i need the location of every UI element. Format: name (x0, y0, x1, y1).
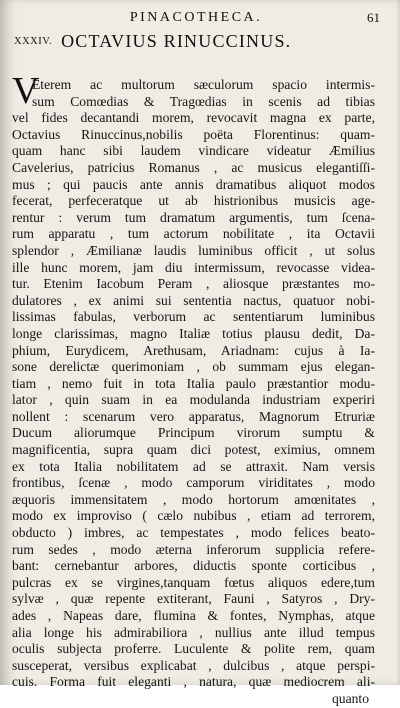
page-number: 61 (367, 10, 380, 25)
text-line: oculis subjecta proferre. Luculente & polite rem, quam (12, 641, 375, 657)
text-line: rum apparatu , tum actorum nobilitate , ita Octavii (12, 226, 375, 242)
text-line: alia longe his admirabiliora , nullius ante illud tempus (12, 624, 375, 640)
text-line: Octavius Rinuccinus,nobilis poëta Florentinus: quam- (12, 126, 375, 142)
text-line: sum Comœdias & Tragœdias in scenis ad tibias (32, 93, 375, 109)
text-line: Ducum aliorumque Principum virorum sumptu & (12, 425, 375, 441)
text-line: ades , Napeas dare, flumina & fontes, Nymphas, atque (12, 608, 375, 623)
body-text (12, 70, 375, 708)
text-line: bant: cernebantur arbores, diductis sponte corticibus , (12, 558, 375, 574)
text-line: frontibus, ſcenæ , modo camporum viriditates , modo (12, 475, 375, 491)
text-line: Eterem ac multorum sæculorum spacio intermis- (32, 77, 375, 92)
text-line: sylvæ , quæ repente extiterant, Fauni , Satyros , Dry- (12, 591, 375, 607)
text-line: pulcras ex se virgines,tanquam fœtus aliquos edere,tum (12, 574, 375, 590)
text-line: æquoris immensitatem , modo hortorum amœnitates , (12, 491, 375, 507)
text-line: dulatores , ex animi sui sententia nactus, quatuor nobi- (12, 292, 375, 308)
entry-heading (14, 31, 394, 57)
entry-title: OCTAVIUS RINUCCINUS. (61, 31, 292, 51)
text-line: rentur : verum tum dramatum argumentis, tum ſcena- (12, 209, 375, 225)
page-header (0, 10, 400, 30)
text-line: tur. Etenim Iacobum Peram , aliosque præstantes mo- (12, 276, 375, 292)
text-line: Cavelerius, patricius Romanus , ac musicus elegantiſſi- (12, 159, 375, 175)
text-line: quam hanc sibi laudem vindicare videatur Æmilius (12, 143, 375, 159)
running-title: PINACOTHECA. (129, 10, 263, 25)
text-line: nollent : scenarum vero apparatus, Magnorum Etruriæ (12, 408, 375, 424)
drop-cap-initial: V (12, 70, 40, 112)
text-line: susceperat, versibus explicabat , dulcibus , atque perspi- (12, 657, 375, 673)
text-line: phium, Eurydicem, Arethusam, Ariadnam: cujus à Ia- (12, 342, 375, 358)
text-line: ex tota Italia nobilitatem ad se attraxit. Nam versis (12, 458, 375, 474)
text-line: lator , quin suam in ea modulanda industriam experiri (12, 392, 375, 408)
text-line: rum sedes , modo æterna inferorum supplicia refere- (12, 541, 375, 557)
entry-numeral: XXXIV. (14, 36, 53, 47)
text-line: modo ex improviso ( cælo nubibus , etiam ad terrorem, (12, 508, 375, 524)
text-line: ille hunc morem, jam diu intermissum, revocasse videa- (12, 259, 375, 275)
text-line: magnificentia, supra quam dici potest, eximius, omnem (12, 442, 375, 458)
text-line: fecerat, perfeceratque ut ab histrionibus musicis age- (12, 193, 375, 209)
text-line: longe clarissimas, magno Italiæ totius plausu dedit, Da- (12, 325, 375, 341)
text-line: obducto ) imbres, ac tempestates , modo felices beato- (12, 525, 375, 541)
text-line: cuis. Forma fuit eleganti , natura, quæ mediocrem ali- (12, 674, 375, 690)
text-line: vel fides decantandi morem, revocavit magna ex parte, (12, 110, 375, 126)
text-line: splendor , Æmilianæ laudis luminibus officit , ut solus (12, 242, 375, 258)
text-line: lissimas fabulas, verborum ac sententiarum luminibus (12, 309, 375, 325)
text-line: tiam , nemo fuit in tota Italia paulo præstantior modu- (12, 375, 375, 391)
text-line: mus ; qui paucis ante annis dramatibus aliquot modos (12, 176, 375, 192)
text-line: sone derelictæ querimoniam , ob summam ejus elegan- (12, 359, 375, 375)
text-line: quanto (332, 690, 369, 706)
